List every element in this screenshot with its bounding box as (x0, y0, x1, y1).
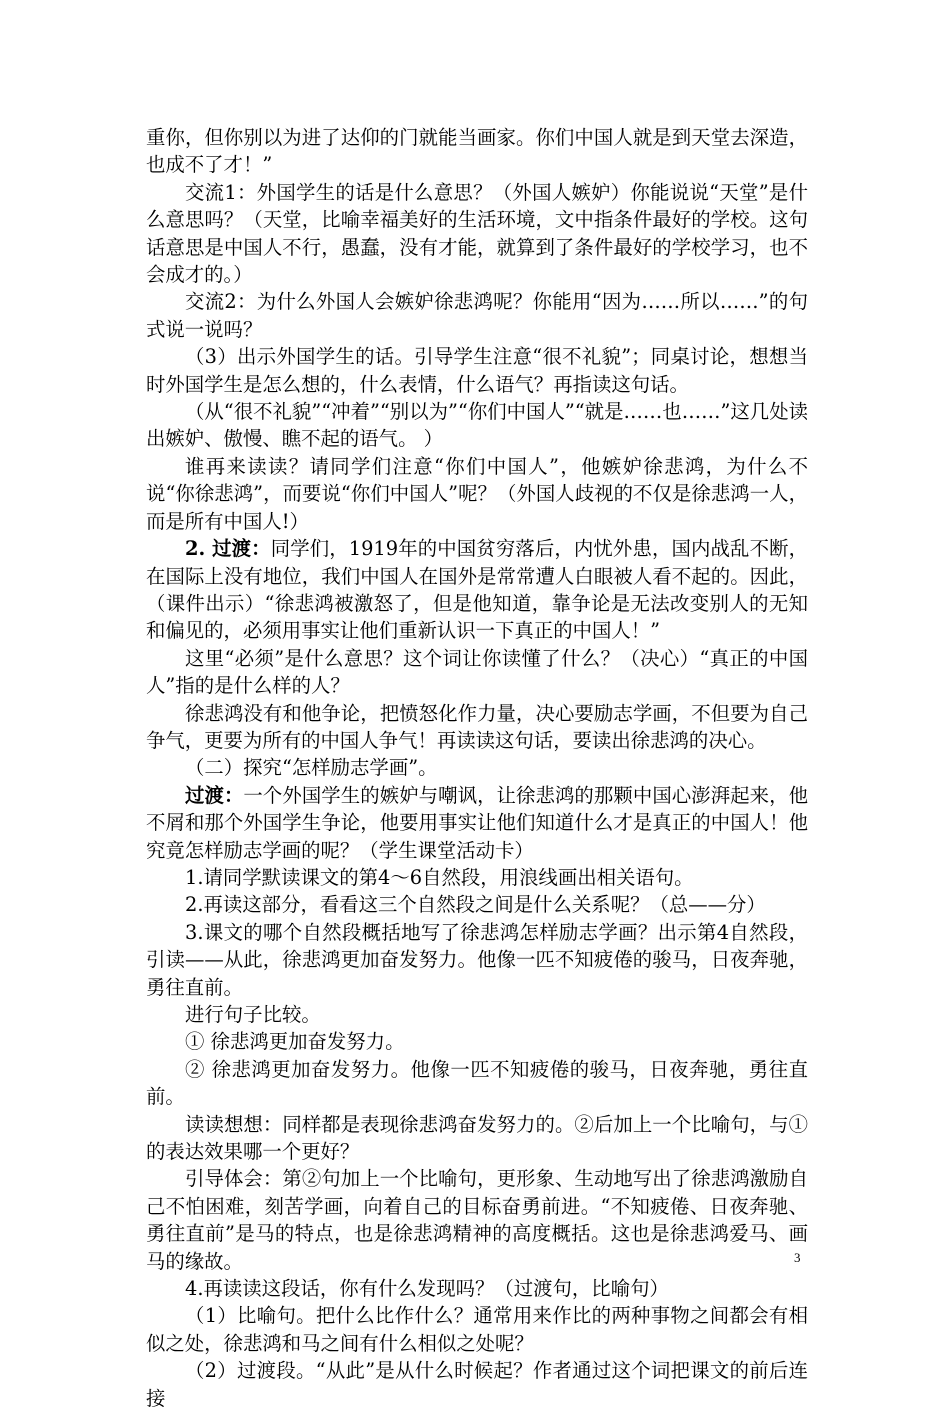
paragraph: ① 徐悲鸿更加奋发努力。 (185, 1030, 405, 1054)
paragraph: 重你，但你别以为进了达仰的门就能当画家。你们中国人就是到天堂去深造，也成不了才！” (146, 126, 808, 177)
paragraph: （从“很不礼貌”“冲着”“别以为”“你们中国人”“就是……也……”这几处读出嫉妒、傲慢、瞧不起的语气。 ） (146, 400, 808, 451)
paragraph: （1）比喻句。把什么比作什么？通常用来作比的两种事物之间都会有相似之处，徐悲鸿和马之间有什么相似之处呢？ (146, 1304, 808, 1355)
paragraph: 3.课文的哪个自然段概括地写了徐悲鸿怎样励志学画？出示第4自然段，引读——从此，徐悲鸿更加奋发努力。他像一匹不知疲倦的骏马，日夜奔驰，勇往直前。 (146, 920, 808, 999)
paragraph-text: 同学们，1919年的中国贫穷落后，内忧外患，国内战乱不断，在国际上没有地位，我们中国人在国外是常常遭人白眼被人看不起的。因此，（课件出示）“徐悲鸿被激怒了，但是他知道，靠争论是无法改变别人的无知和偏见的，必须用事实让他们重新认识一下真正的中国人！” (146, 537, 808, 643)
paragraph-text: 一个外国学生的嫉妒与嘲讽，让徐悲鸿的那颗中国心澎湃起来，他不屑和那个外国学生争论，他要用事实让他们知道什么才是真正的中国人！他究竟怎样励志学画的呢？（学生课堂活动卡） (146, 783, 809, 862)
paragraph: 读读想想：同样都是表现徐悲鸿奋发努力的。②后加上一个比喻句，与①的表达效果哪一个更好？ (146, 1112, 808, 1164)
paragraph (146, 535, 808, 645)
paragraph: 交流2：为什么外国人会嫉妒徐悲鸿呢？你能用“因为……所以……”的句式说一说吗？ (146, 290, 808, 341)
paragraph: 交流1：外国学生的话是什么意思？（外国人嫉妒）你能说说“天堂”是什么意思吗？（天堂，比喻幸福美好的生活环境，文中指条件最好的学校。这句话意思是中国人不行，愚蠢，没有才能，就算到了条件最好的学校学习，也不会成才的。） (146, 180, 808, 287)
paragraph: 2.再读这部分，看看这三个自然段之间是什么关系呢？（总——分） (185, 893, 766, 917)
paragraph: 徐悲鸿没有和他争论，把愤怒化作力量，决心要励志学画，不但要为自己争气，更要为所有的中国人争气！再读读这句话，要读出徐悲鸿的决心。 (146, 701, 808, 752)
paragraph: （2）过渡段。“从此”是从什么时候起？作者通过这个词把课文的前后连接 (146, 1359, 808, 1410)
document-body (146, 124, 808, 1412)
paragraph: 引导体会：第②句加上一个比喻句，更形象、生动地写出了徐悲鸿激励自己不怕困难，刻苦学画，向着自己的目标奋勇前进。“不知疲倦、日夜奔驰、勇往直前”是马的特点，也是徐悲鸿精神的高度概括。这也是徐悲鸿爱马、画马的缘故。 (146, 1167, 808, 1273)
paragraph-lead: 2. 过渡： (185, 537, 271, 561)
paragraph: （3）出示外国学生的话。引导学生注意“很不礼貌”；同桌讨论，想想当时外国学生是怎么想的，什么表情，什么语气？再指读这句话。 (146, 345, 808, 396)
section-heading: （二）探究“怎样励志学画”。 (185, 756, 438, 780)
paragraph: 1.请同学默读课文的第4～6自然段，用浪线画出相关语句。 (185, 865, 694, 889)
paragraph: 这里“必须”是什么意思？这个词让你读懂了什么？（决心）“真正的中国人”指的是什么样的人？ (146, 646, 808, 698)
paragraph-lead: 过渡： (185, 783, 244, 807)
paragraph: 谁再来读读？请同学们注意“你们中国人”，他嫉妒徐悲鸿，为什么不说“你徐悲鸿”，而要说“你们中国人”呢？（外国人歧视的不仅是徐悲鸿一人，而是所有中国人!） (146, 454, 808, 533)
paragraph: 4.再读读这段话，你有什么发现吗？（过渡句，比喻句） (185, 1277, 669, 1301)
paragraph: ② 徐悲鸿更加奋发努力。他像一匹不知疲倦的骏马，日夜奔驰，勇往直前。 (146, 1057, 808, 1109)
paragraph (146, 782, 808, 864)
page-number: 3 (794, 1250, 801, 1265)
paragraph: 进行句子比较。 (185, 1003, 321, 1026)
